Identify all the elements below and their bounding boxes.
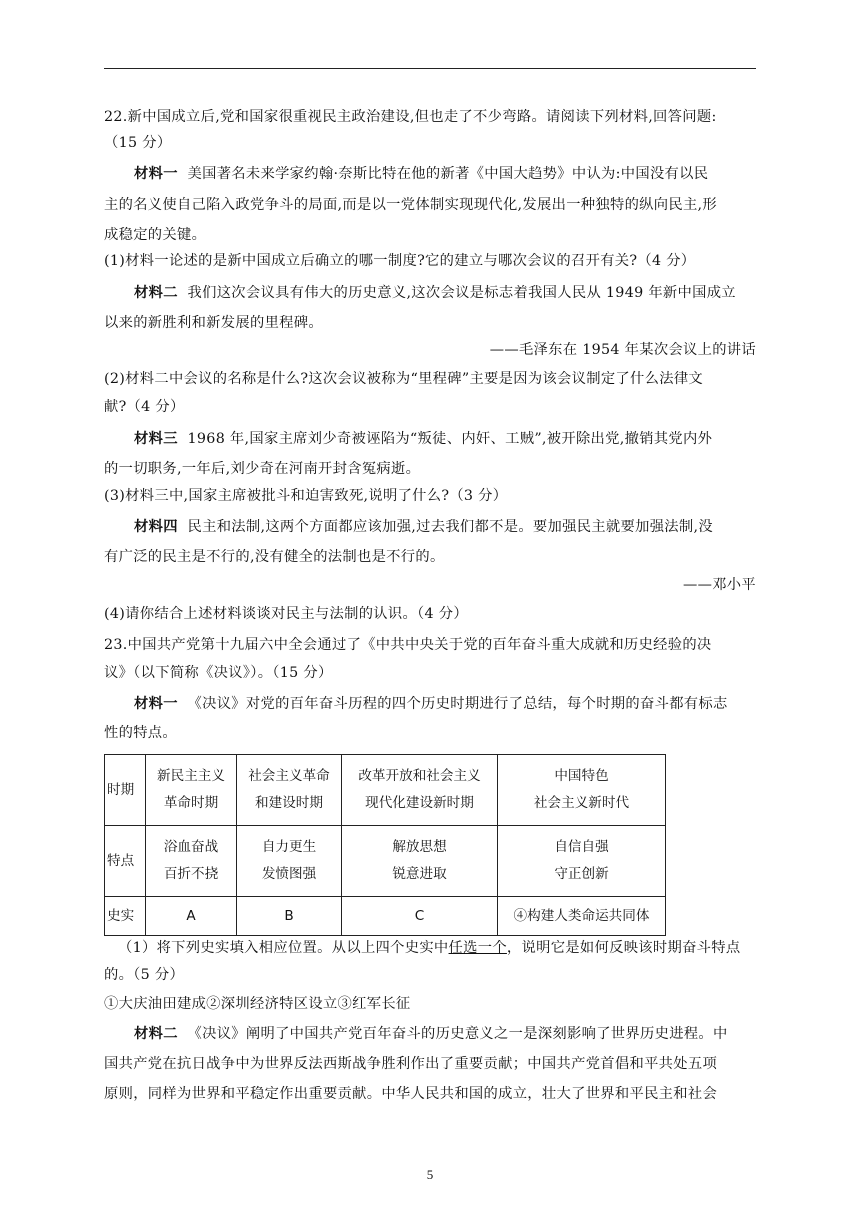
row-header-traits: 特点	[105, 826, 146, 897]
table-cell: 解放思想 锐意进取	[342, 826, 498, 897]
material-label: 材料一	[134, 166, 178, 182]
q23-options: ①大庆油田建成②深圳经济特区设立③红军长征	[104, 996, 411, 1012]
material-label: 材料一	[134, 696, 178, 712]
material-label: 材料四	[134, 519, 178, 535]
page-number: 5	[426, 1167, 434, 1182]
q22-subquestion1: (1)材料一论述的是新中国成立后确立的哪一制度?它的建立与哪次会议的召开有关?（4 分）	[104, 253, 696, 269]
emphasis-underline: 任选一个	[448, 940, 507, 956]
q22-subquestion2-line2: 献?（4 分）	[104, 399, 185, 415]
q22-material1-line3: 成稳定的关键。	[104, 227, 207, 243]
q22-material3-line2: 的一切职务,一年后,刘少奇在河南开封含冤病逝。	[104, 461, 421, 477]
q23-material1-line2: 性的特点。	[104, 725, 177, 741]
table-row	[105, 755, 666, 826]
q22-prompt-line2: （15 分）	[104, 135, 172, 151]
q22-material1-line1: 材料一 美国著名未来学家约翰·奈斯比特在他的新著《中国大趋势》中认为:中国没有以民	[134, 166, 709, 182]
q23-prompt-line2: 议》（以下简称《决议》）。（15 分）	[104, 665, 333, 681]
q23-material1-line1: 材料一 《决议》对党的百年奋斗历程的四个历史时期进行了总结，每个时期的奋斗都有标志	[134, 696, 728, 712]
q23-subquestion1-line1: （1）将下列史实填入相应位置。从以上四个史实中任选一个，说明它是如何反映该时期奋斗特点	[118, 940, 741, 956]
q22-material2-source: ——毛泽东在 1954 年某次会议上的讲话	[489, 342, 756, 358]
table-cell: 自力更生 发愤图强	[237, 826, 342, 897]
q23-subquestion1-line2: 的。（5 分）	[104, 967, 185, 983]
table-cell: 改革开放和社会主义 现代化建设新时期	[342, 755, 498, 826]
table-cell: 自信自强 守正创新	[498, 826, 666, 897]
table-cell: A	[146, 897, 237, 936]
table-row	[105, 826, 666, 897]
q22-material1-line2: 主的名义使自己陷入政党争斗的局面,而是以一党体制实现现代化,发展出一种独特的纵向民主,形	[104, 197, 718, 213]
q22-material4-line1: 材料四 民主和法制,这两个方面都应该加强,过去我们都不是。要加强民主就要加强法制,没	[134, 519, 713, 535]
q22-prompt-line1: 22.新中国成立后,党和国家很重视民主政治建设,但也走了不少弯路。请阅读下列材料,回答问题:	[104, 109, 717, 125]
q23-material2-line1: 材料二 《决议》阐明了中国共产党百年奋斗的历史意义之一是深刻影响了世界历史进程。中	[134, 1026, 728, 1042]
q22-material2-line2: 以来的新胜利和新发展的里程碑。	[104, 315, 323, 331]
q22-subquestion2-line1: (2)材料二中会议的名称是什么?这次会议被称为“里程碑”主要是因为该会议制定了什么法律文	[104, 371, 704, 387]
row-header-period: 时期	[105, 755, 146, 826]
q22-subquestion4: (4)请你结合上述材料谈谈对民主与法制的认识。（4 分）	[104, 606, 468, 622]
q22-material2-line1: 材料二 我们这次会议具有伟大的历史意义,这次会议是标志着我国人民从 1949 年新中国成立	[134, 285, 736, 301]
q22-subquestion3: (3)材料三中,国家主席被批斗和迫害致死,说明了什么?（3 分）	[104, 488, 508, 504]
table-row	[105, 897, 666, 936]
q22-material4-source: ——邓小平	[683, 577, 756, 593]
table-cell: ④构建人类命运共同体	[498, 897, 666, 936]
table-cell: 浴血奋战 百折不挠	[146, 826, 237, 897]
q23-prompt-line1: 23.中国共产党第十九届六中全会通过了《中共中央关于党的百年奋斗重大成就和历史经验的决	[104, 637, 712, 653]
row-header-facts: 史实	[105, 897, 146, 936]
periods-table	[104, 754, 666, 936]
material-label: 材料三	[134, 431, 178, 447]
q22-material4-line2: 有广泛的民主是不行的,没有健全的法制也是不行的。	[104, 549, 445, 565]
q23-material2-line2: 国共产党在抗日战争中为世界反法西斯战争胜利作出了重要贡献；中国共产党首倡和平共处五项	[104, 1056, 718, 1072]
table-cell: 社会主义革命 和建设时期	[237, 755, 342, 826]
q23-material2-line3: 原则，同样为世界和平稳定作出重要贡献。中华人民共和国的成立，壮大了世界和平民主和社会	[104, 1086, 718, 1102]
table-cell: 中国特色 社会主义新时代	[498, 755, 666, 826]
header-rule	[104, 68, 756, 69]
q22-material3-line1: 材料三 1968 年,国家主席刘少奇被诬陷为“叛徒、内奸、工贼”,被开除出党,撤销其党内外	[134, 431, 713, 447]
material-label: 材料二	[134, 1026, 178, 1042]
table-cell: B	[237, 897, 342, 936]
table-cell: C	[342, 897, 498, 936]
material-label: 材料二	[134, 285, 178, 301]
table-cell: 新民主主义 革命时期	[146, 755, 237, 826]
